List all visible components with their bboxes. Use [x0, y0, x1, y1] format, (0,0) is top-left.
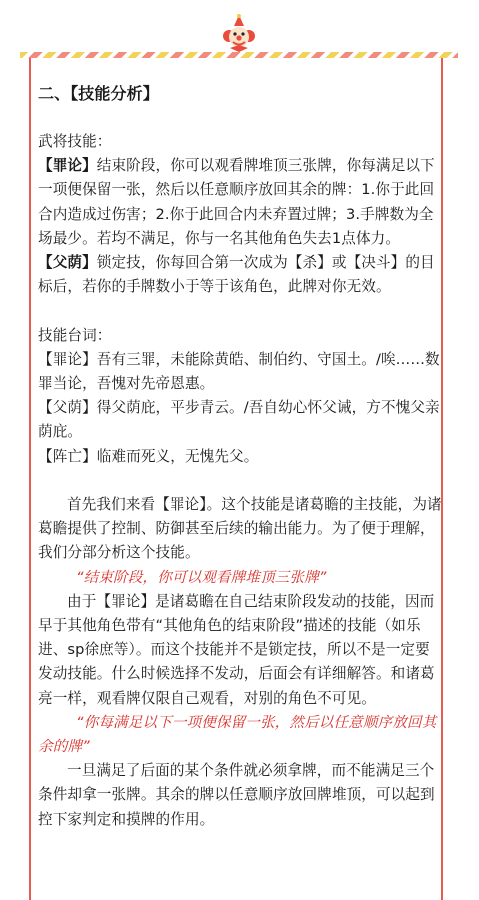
analysis-paragraph-2: 由于【罪论】是诸葛瞻在自己结束阶段发动的技能，因而早于其他角色带有“其他角色的结束阶段”描述的技能（如乐进、sp徐庶等）。而这个技能并不是锁定技，所以不是一定要发动技能。什么时候选择不发动，后面会有详细解答。和诸葛亮一样，观看牌仅限自己观看，对别的角色不可见。	[38, 592, 435, 707]
skill-fuyin-name: 【父荫】	[38, 254, 97, 272]
skill-zuilun-desc: 结束阶段，你可以观看牌堆顶三张牌，你每满足以下一项便保留一张，然后以任意顺序放回其余的牌：1.你于此回合内造成过伤害；2.你于此回合内未弃置过牌；3.手牌数为全场最少。若均不满足，你与一名其他角色失去1点体力。	[38, 157, 435, 247]
skills-heading: 武将技能：	[38, 133, 112, 150]
skill-zuilun-name: 【罪论】	[38, 157, 97, 175]
lines-heading: 技能台词：	[38, 326, 112, 344]
spacer	[38, 299, 442, 323]
spacer	[38, 469, 442, 493]
analysis-paragraph-1: 首先我们来看【罪论】。这个技能是诸葛瞻的主技能，为诸葛瞻提供了控制、防御甚至后续的输出能力。为了便于理解，我们分部分析这个技能。	[38, 496, 442, 562]
analysis-paragraph-3: 一旦满足了后面的某个条件就必须拿牌，而不能满足三个条件却拿一张牌。其余的牌以任意顺序放回牌堆顶，可以起到控下家判定和摸牌的作用。	[38, 762, 435, 828]
skill-zuilun	[38, 154, 442, 251]
line-fuyin: 【父荫】得父荫庇，平步青云。/吾自幼心怀父诫，方不愧父亲荫庇。	[38, 399, 440, 441]
line-death: 【阵亡】临难而死义，无愧先父。	[38, 447, 259, 465]
line-zuilun: 【罪论】吾有三罪，未能除黄皓、制伯约、守国土。/唉……数罪当论，吾愧对先帝恩惠。	[38, 350, 440, 393]
clown-mascot-icon	[222, 14, 256, 54]
section-title: 二、【技能分析】	[38, 84, 159, 103]
skill-fuyin	[38, 251, 442, 299]
analysis-quote-2: “你每满足以下一项便保留一张，然后以任意顺序放回其余的牌”	[38, 713, 437, 756]
skill-fuyin-desc: 锁定技，你每回合第一次成为【杀】或【决斗】的目标后，若你的手牌数小于等于该角色，此牌对你无效。	[38, 254, 435, 296]
analysis-quote-1: “结束阶段，你可以观看牌堆顶三张牌”	[76, 568, 327, 586]
article-body	[38, 82, 442, 832]
